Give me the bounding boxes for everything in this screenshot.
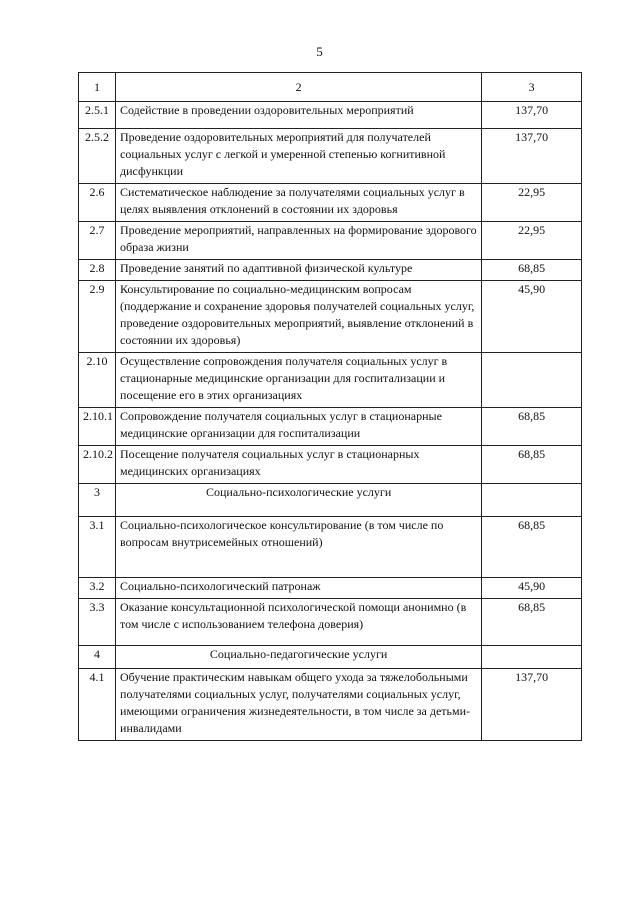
row-price: 137,70 (482, 129, 582, 184)
row-number: 2.5.1 (79, 102, 116, 129)
row-number: 3.2 (79, 578, 116, 599)
table-row (79, 578, 582, 599)
row-service-name: Проведение занятий по адаптивной физической культуре (116, 260, 482, 281)
row-price: 22,95 (482, 222, 582, 260)
table-row (79, 260, 582, 281)
row-price (482, 353, 582, 408)
table-row (79, 353, 582, 408)
row-price: 45,90 (482, 578, 582, 599)
table-row (79, 184, 582, 222)
row-price: 68,85 (482, 599, 582, 646)
section-row (79, 646, 582, 669)
section-number: 4 (79, 646, 116, 669)
row-service-name: Консультирование по социально-медицинским вопросам (поддержание и сохранение здоровья получателей социальных услуг, проведение оздоровительных мероприятий, выявление отклонений в состоянии их здоровья) (116, 281, 482, 353)
row-number: 2.10.1 (79, 408, 116, 446)
row-number: 4.1 (79, 669, 116, 741)
row-number: 2.10.2 (79, 446, 116, 484)
row-number: 3.3 (79, 599, 116, 646)
row-price (482, 484, 582, 517)
row-price: 68,85 (482, 260, 582, 281)
row-service-name: Посещение получателя социальных услуг в стационарных медицинских организациях (116, 446, 482, 484)
header-col-3: 3 (482, 73, 582, 102)
table-row (79, 517, 582, 578)
page-number: 5 (316, 44, 323, 59)
row-price: 22,95 (482, 184, 582, 222)
table-row (79, 102, 582, 129)
row-number: 3.1 (79, 517, 116, 578)
section-title: Социально-психологические услуги (116, 484, 482, 517)
row-service-name: Проведение мероприятий, направленных на формирование здорового образа жизни (116, 222, 482, 260)
table-row (79, 408, 582, 446)
header-col-2: 2 (116, 73, 482, 102)
row-service-name: Социально-психологический патронаж (116, 578, 482, 599)
table-row (79, 599, 582, 646)
row-service-name: Проведение оздоровительных мероприятий для получателей социальных услуг с легкой и умеренной степенью когнитивной дисфункции (116, 129, 482, 184)
row-price: 137,70 (482, 669, 582, 741)
row-service-name: Содействие в проведении оздоровительных мероприятий (116, 102, 482, 129)
section-row (79, 484, 582, 517)
table-row (79, 129, 582, 184)
section-number: 3 (79, 484, 116, 517)
table-row (79, 669, 582, 741)
row-price: 137,70 (482, 102, 582, 129)
row-price: 45,90 (482, 281, 582, 353)
section-title: Социально-педагогические услуги (116, 646, 482, 669)
header-col-1: 1 (79, 73, 116, 102)
row-price: 68,85 (482, 446, 582, 484)
table-row (79, 222, 582, 260)
row-service-name: Социально-психологическое консультирование (в том числе по вопросам внутрисемейных отношений) (116, 517, 482, 578)
row-price: 68,85 (482, 408, 582, 446)
row-service-name: Осуществление сопровождения получателя социальных услуг в стационарные медицинские организации для госпитализации и посещение его в этих организациях (116, 353, 482, 408)
table-row (79, 281, 582, 353)
row-number: 2.10 (79, 353, 116, 408)
table-row (79, 446, 582, 484)
row-number: 2.9 (79, 281, 116, 353)
row-number: 2.5.2 (79, 129, 116, 184)
row-service-name: Обучение практическим навыкам общего ухода за тяжелобольными получателями социальных услуг, получателями социальных услуг, имеющими ограничения жизнедеятельности, в том числе за детьми-инвалидами (116, 669, 482, 741)
row-service-name: Сопровождение получателя социальных услуг в стационарные медицинские организации для госпитализации (116, 408, 482, 446)
row-price (482, 646, 582, 669)
table-header-row (79, 73, 582, 102)
row-number: 2.6 (79, 184, 116, 222)
services-price-table (78, 72, 582, 741)
row-service-name: Систематическое наблюдение за получателями социальных услуг в целях выявления отклонений в состоянии их здоровья (116, 184, 482, 222)
row-number: 2.7 (79, 222, 116, 260)
row-service-name: Оказание консультационной психологической помощи анонимно (в том числе с использованием телефона доверия) (116, 599, 482, 646)
row-price: 68,85 (482, 517, 582, 578)
row-number: 2.8 (79, 260, 116, 281)
